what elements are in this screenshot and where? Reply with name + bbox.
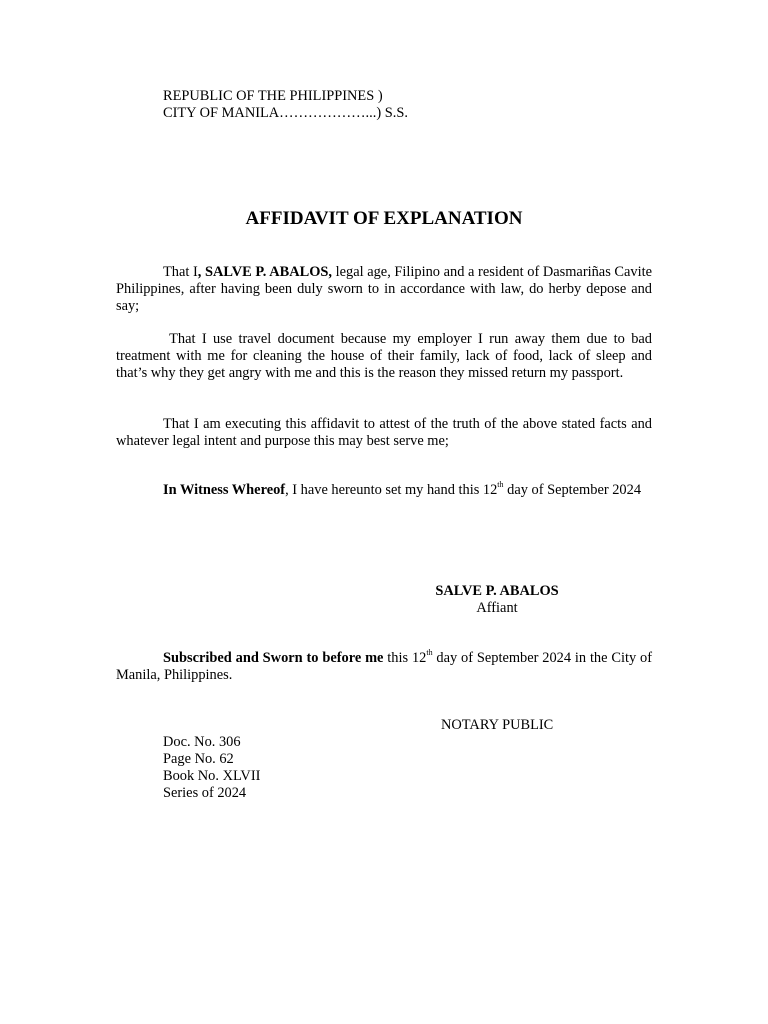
notary-public-label: NOTARY PUBLIC [441,717,554,733]
witness-heading: In Witness Whereof [163,482,286,498]
jurat-text-1: this 12 [383,650,427,666]
witness-ordinal: th [497,480,504,490]
jurat-heading: Subscribed and Sworn to before me [163,650,384,666]
intro-post: legal age, Filipino and a resident of Dasmariñas Cavite Philippines, after having been duly sworn to in accordance with law, do herby depose and say; [116,264,652,314]
doc-number: Doc. No. 306 [163,734,241,750]
affiant-name: SALVE P. ABALOS [435,583,559,599]
affiant-label: Affiant [476,600,518,616]
affiant-signature-block [418,583,576,617]
statement-2-text: That I am executing this affidavit to attest of the truth of the above stated facts and whatever legal intent and purpose this may best serve me; [116,416,652,449]
intro-pre: That I [163,264,198,280]
series-year: Series of 2024 [163,785,247,801]
page-number: Page No. 62 [163,751,234,767]
intro-paragraph [116,264,652,315]
statement-1-text: That I use travel document because my employer I run away them due to bad treatment with me for cleaning the house of their family, lack of food, lack of sleep and that’s why they get angry with me and this is the reason they missed return my passport. [116,331,652,381]
venue-republic: REPUBLIC OF THE PHILIPPINES ) [163,88,383,104]
witness-text-1: , I have hereunto set my hand this 12 [285,482,498,498]
statement-paragraph-1 [116,331,652,382]
venue-city: CITY OF MANILA………………...) S.S. [163,105,408,121]
document-registry [163,734,260,802]
statement-paragraph-2 [116,416,652,450]
book-number: Book No. XLVII [163,768,261,784]
witness-text-2: day of September 2024 [503,482,642,498]
affiant-name-inline: , SALVE P. ABALOS, [197,264,332,280]
jurat-ordinal: th [426,648,433,658]
jurat-paragraph [116,650,652,684]
venue-header [163,88,408,122]
jurat-text-2: day of September 2024 in the City of Manila, Philippines. [116,650,652,683]
document-title: AFFIDAVIT OF EXPLANATION [245,208,523,229]
witness-paragraph [116,482,652,499]
